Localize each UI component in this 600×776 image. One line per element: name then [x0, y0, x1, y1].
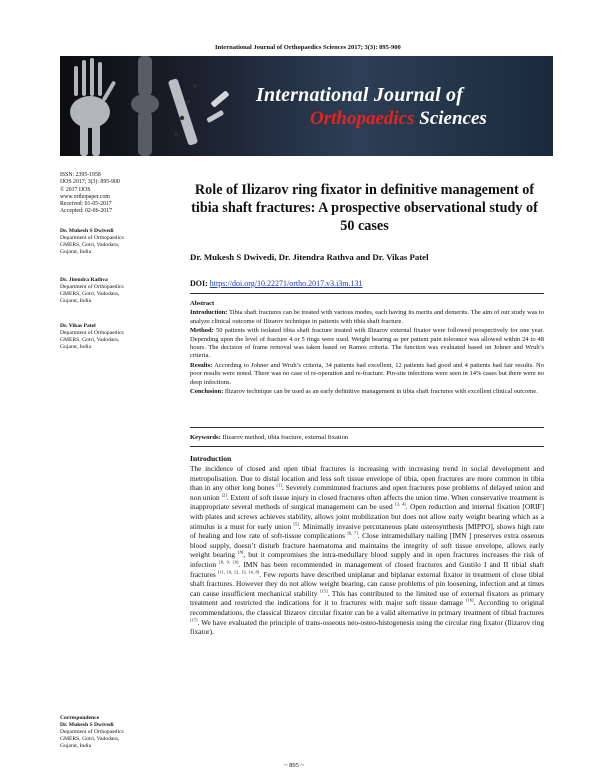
divider — [190, 446, 544, 447]
abstract-method — [190, 327, 544, 361]
affiliation-name: Dr. Vikas Patel — [60, 323, 96, 329]
affiliation-line: Department of Orthopaedics — [60, 284, 124, 291]
article-meta — [60, 172, 172, 216]
citation: [17] — [190, 617, 198, 623]
citation: [6, 7] — [347, 530, 358, 536]
doi-link[interactable]: https://doi.org/10.22271/ortho.2017.v3.i3m.131 — [209, 279, 363, 288]
citation: [15] — [320, 588, 328, 594]
correspondence-line: Gujarat, India — [60, 743, 92, 750]
affiliation-line: GMERS, Gotri, Vadodara, — [60, 337, 120, 344]
journal-banner — [60, 56, 553, 156]
banner-title-line1: International Journal of — [256, 84, 464, 106]
citation: [1] — [276, 482, 282, 488]
banner-title-line2 — [310, 108, 487, 130]
abstract-label: Results: — [190, 361, 213, 369]
abstract-label: Introduction: — [190, 309, 228, 317]
abstract-text: According to Johner and Wruh’s criteria, 34 patients had excellent, 12 patients had good and 4 patients had fair results. No poor results were noted. There was no case of re-operation and re-fracture. Pin-site infections were seen in 14% cases but there were no deep infections. — [190, 361, 544, 386]
abstract-results — [190, 362, 544, 387]
citation: [16] — [466, 597, 474, 603]
doi-label: DOI: — [190, 279, 208, 288]
abstract-heading: Abstract — [190, 300, 215, 307]
citation: [8, 9, 10] — [219, 559, 239, 565]
citation: [11, 10, 12, 13, 14, 8] — [218, 569, 260, 575]
keywords-label: Keywords: — [190, 434, 221, 441]
correspondence-name: Dr. Mukesh S Dwivedi — [60, 722, 114, 729]
affiliation-line: GMERS, Gotri, Vadodara, — [60, 242, 120, 249]
affiliation-line: Gujarat, India — [60, 344, 92, 351]
correspondence-line: Department of Orthopaedics — [60, 729, 124, 736]
abstract-label: Conclusion: — [190, 388, 224, 396]
abstract-text: Tibia shaft fractures can be treated with various modes, each having its merits and demerits. The aim of our study was to analyze clinical outcome of Ilizarov technique in patients with tibia shaft fracture. — [190, 309, 544, 325]
abstract — [190, 300, 544, 397]
meta-line: www.orthopaper.com — [60, 193, 110, 200]
meta-line: © 2017 IJOS — [60, 186, 91, 193]
introduction-heading: Introduction — [190, 454, 232, 463]
affiliation-block — [60, 277, 172, 305]
abstract-text: Ilizarov technique can be used as an early definitive management in tibia shaft fractures with excellent clinical outcome. — [224, 388, 538, 396]
banner-title-white: Sciences — [414, 108, 487, 129]
divider — [190, 293, 544, 294]
meta-line: Accepted: 02-06-2017 — [60, 208, 112, 215]
affiliation-line: Department of Orthopaedics — [60, 330, 124, 337]
introduction-body: The incidence of closed and open tibial fractures is increasing with increasing trend in social development and metropolisation. Due to distal location and less soft tissue envelope of tibia, open fractures are more common in tibia than in any other long bones [1]. Severely comminuted fractures and open fractures pose problems of delayed union and non union [2]. Extent of soft tissue injury in closed fractures often affects the union time. When conservative treatment is inappropriate several methods of surgical management can be used [3, 4]. Open reduction and internal fixation [ORIF] with plates and screws achieves stability, allows joint mobilization but does not allow early weight bearing which as a stimulus is a must for early union [5]. Minimally invasive percutaneous plate osteosynthesis [MIPPO], shows high rate of healing and low rate of soft-tissue complications [6, 7]. Close intramedullary nailing [IMN ] preserves extra osseous blood supply, doesn’t disturb fracture haematoma and maintains the integrity of soft tissue envelope, allows early weight bearing [8], but it compromises the intra-medullary blood supply and in open fractures increases the risk of infection [8, 9, 10]. IMN has been recommended in management of closed fractures and Gustilo I and II tibial shaft fractures [11, 10, 12, 13, 14, 8]. Few reports have described uniplanar and biplanar external fixator in treatment of close tibial shaft fractures. However they do not allow weight bearing, can cause problems of pin loosening, infection and at times can cause insufficient mechanical stability [15]. This has contributed to the limited use of external fixators as primary treatment and restricted the indications for it to fractures with major soft tissue damage [16]. According to original recommendations, the classical Ilizarov circular fixator can be a valid alternative in primary treatment of tibial fractures [17]. We have evaluated the principle of trans-osseous neo-osteo-histogenesis using the circular ring fixator (Ilizarov ring fixator). — [190, 464, 545, 637]
affiliation-line: Department of Orthopaedics — [60, 235, 124, 242]
divider — [190, 427, 544, 428]
keywords — [190, 434, 348, 441]
keywords-text: Ilizarov method, tibia fracture, external fixation — [222, 434, 349, 441]
affiliation-block — [60, 323, 172, 351]
correspondence-block — [60, 715, 172, 750]
citation: [2] — [221, 492, 227, 498]
abstract-conclusion — [190, 388, 544, 396]
author-list: Dr. Mukesh S Dwivedi, Dr. Jitendra Rathva and Dr. Vikas Patel — [190, 252, 429, 262]
affiliation-block — [60, 228, 172, 256]
abstract-label: Method: — [190, 327, 214, 335]
abstract-introduction — [190, 309, 544, 326]
doi-line — [190, 279, 363, 288]
citation: [3, 4] — [395, 501, 406, 507]
page-number: ~ 895 ~ — [284, 762, 305, 769]
correspondence-heading: Correspondence — [60, 715, 100, 721]
running-header: International Journal of Orthopaedics Sciences 2017; 3(3): 895-900 — [215, 44, 401, 51]
affiliation-name: Dr. Mukesh S Dwivedi — [60, 228, 114, 234]
affiliation-line: Gujarat, India — [60, 298, 92, 305]
affiliation-name: Dr. Jitendra Rathva — [60, 277, 108, 283]
paper-title: Role of Ilizarov ring fixator in definitive management of tibia shaft fractures: A prospective observational study of 50 cases — [191, 182, 538, 234]
affiliation-line: Gujarat, India — [60, 249, 92, 256]
meta-line: ISSN: 2395-1958 — [60, 172, 101, 178]
affiliation-line: GMERS, Gotri, Vadodara, — [60, 291, 120, 298]
banner-title-red: Orthopaedics — [310, 108, 415, 129]
correspondence-line: GMERS, Gotri, Vadodara, — [60, 736, 120, 743]
citation: [8] — [238, 549, 244, 555]
meta-line: Received: 01-05-2017 — [60, 201, 112, 208]
citation: [5] — [293, 521, 299, 527]
abstract-text: 50 patients with isolated tibia shaft fracture treated with Ilizarov external fixator were followed prospectively for one year. Depending upon the level of fracture 4 or 5 rings were used. Weight bearing as per patient pain tolerance was allowed within 24 to 48 hours. The decision of frame removal was taken based on Ramos criteria. The function was evaluated based on Johner and Wruh’s criteria. — [190, 327, 545, 360]
meta-line: IJOS 2017; 3(3): 895-900 — [60, 179, 120, 186]
